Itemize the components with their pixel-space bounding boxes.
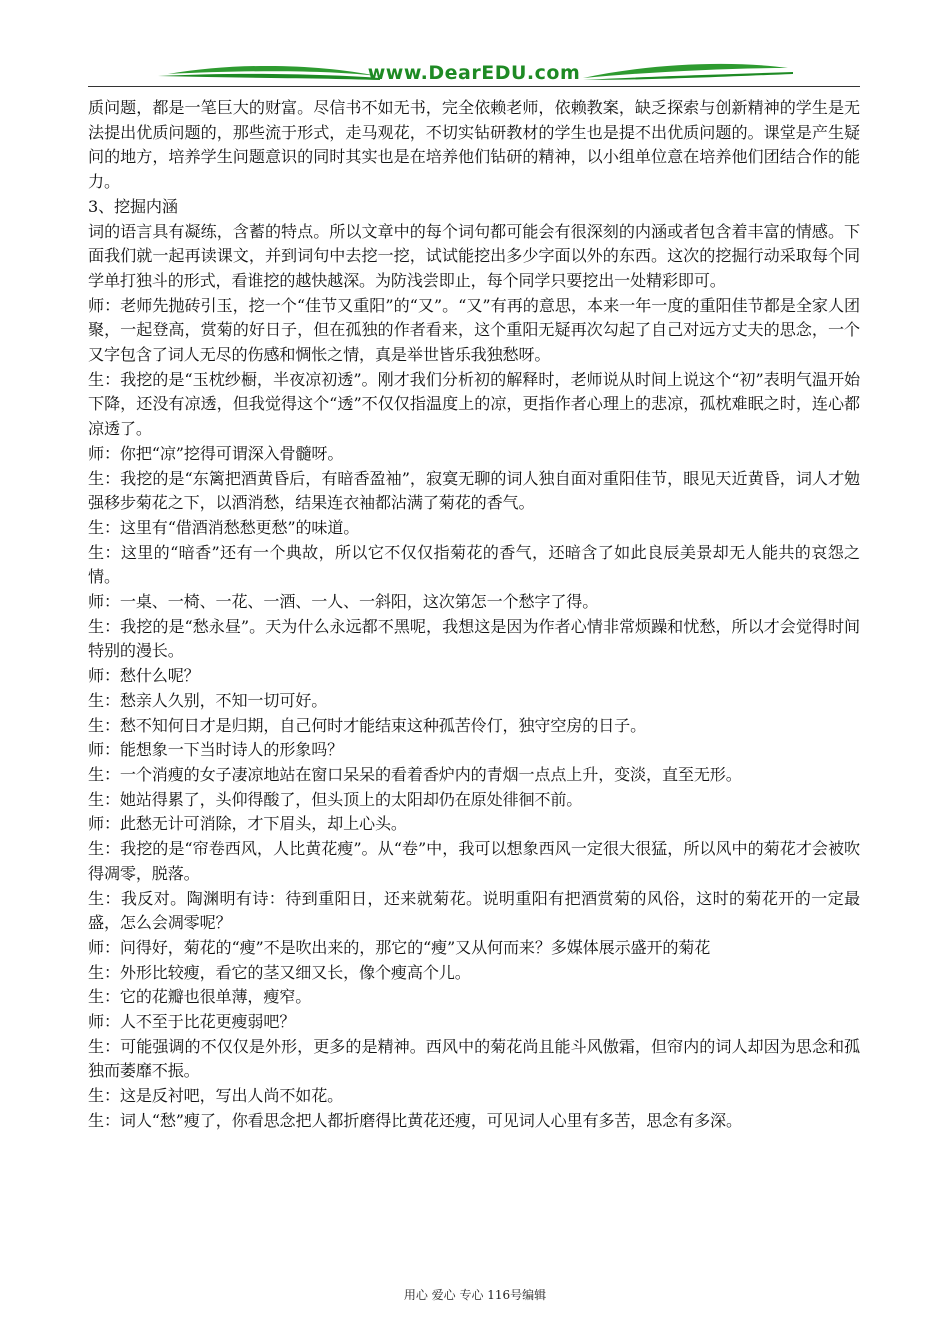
paragraph: 生：这里有“借酒消愁愁更愁”的味道。 <box>88 517 360 537</box>
paragraph: 生：愁不知何日才是归期，自己何时才能结束这种孤苦伶仃，独守空房的日子。 <box>88 715 647 735</box>
paragraph: 师：能想象一下当时诗人的形象吗？ <box>88 740 344 760</box>
page-header <box>88 54 860 90</box>
paragraph: 师：人不至于比花更瘦弱吧？ <box>88 1012 296 1032</box>
site-logo-text[interactable]: www.DearEDU.com <box>367 62 581 84</box>
document-body <box>88 96 860 1134</box>
paragraph: 师：此愁无计可消除，才下眉头，却上心头。 <box>88 814 407 834</box>
paragraph: 生：我反对。陶渊明有诗：待到重阳日，还来就菊花。说明重阳有把酒赏菊的风俗，这时的菊花开的一定最盛，怎么会凋零呢？ <box>88 888 860 933</box>
paragraph: 生：可能强调的不仅仅是外形，更多的是精神。西风中的菊花尚且能斗风傲霜，但帘内的词人却因为思念和孤独而萎靡不振。 <box>88 1036 860 1081</box>
paragraph: 生：我挖的是“愁永昼”。天为什么永远都不黑呢，我想这是因为作者心情非常烦躁和忧愁，所以才会觉得时间特别的漫长。 <box>88 616 860 661</box>
paragraph: 生：外形比较瘦，看它的茎又细又长，像个瘦高个儿。 <box>88 962 471 982</box>
paragraph: 师：愁什么呢？ <box>88 666 200 686</box>
paragraph: 生：我挖的是“玉枕纱橱，半夜凉初透”。刚才我们分析初的解释时，老师说从时间上说这个“初”表明气温开始下降，还没有凉透，但我觉得这个“透”不仅仅指温度上的凉，更指作者心理上的悲凉，孤枕难眠之时，连心都凉透了。 <box>88 369 860 439</box>
paragraph: 质问题，都是一笔巨大的财富。尽信书不如无书，完全依赖老师，依赖教案，缺乏探索与创新精神的学生是无法提出优质问题的，那些流于形式，走马观花，不切实钻研教材的学生也是提不出优质问题的。课堂是产生疑问的地方，培养学生问题意识的同时其实也是在培养他们钻研的精神，以小组单位意在培养他们团结合作的能力。 <box>88 98 860 192</box>
paragraph: 生：愁亲人久别，不知一切可好。 <box>88 690 328 710</box>
paragraph: 生：我挖的是“帘卷西风，人比黄花瘦”。从“卷”中，我可以想象西风一定很大很猛，所以风中的菊花才会被吹得凋零，脱落。 <box>88 839 860 883</box>
paragraph: 生：它的花瓣也很单薄，瘦窄。 <box>88 987 312 1007</box>
paragraph: 师：老师先抛砖引玉，挖一个“佳节又重阳”的“又”。“又”有再的意思，本来一年一度的重阳佳节都是全家人团聚，一起登高，赏菊的好日子，但在孤独的作者看来，这个重阳无疑再次勾起了自己对远方丈夫的思念，一个又字包含了词人无尽的伤感和惆怅之情，真是举世皆乐我独愁呀。 <box>88 295 860 365</box>
header-divider <box>88 86 860 87</box>
paragraph: 师：你把“凉”挖得可谓深入骨髓呀。 <box>88 443 344 463</box>
paragraph: 生：词人“愁”瘦了，你看思念把人都折磨得比黄花还瘦，可见词人心里有多苦，思念有多深。 <box>88 1110 742 1130</box>
paragraph: 词的语言具有凝练，含蓄的特点。所以文章中的每个词句都可能会有很深刻的内涵或者包含着丰富的情感。下面我们就一起再读课文，并到词句中去挖一挖，试试能挖出多少字面以外的东西。这次的挖掘行动采取每个同学单打独斗的形式，看谁挖的越快越深。为防浅尝即止，每个同学只要挖出一处精彩即可。 <box>88 221 860 290</box>
paragraph: 生：她站得累了，头仰得酸了，但头顶上的太阳却仍在原处徘徊不前。 <box>88 789 583 809</box>
paragraph: 生：一个消瘦的女子凄凉地站在窗口呆呆的看着香炉内的青烟一点点上升，变淡，直至无形。 <box>88 764 742 784</box>
page-footer: 用心 爱心 专心 116号编辑 <box>403 1288 547 1302</box>
section-heading: 3、挖掘内涵 <box>88 196 178 216</box>
paragraph: 师：问得好，菊花的“瘦”不是吹出来的，那它的“瘦”又从何而来？多媒体展示盛开的菊花 <box>88 937 711 957</box>
paragraph: 生：我挖的是“东篱把酒黄昏后，有暗香盈袖”，寂寞无聊的词人独自面对重阳佳节，眼见天近黄昏，词人才勉强移步菊花之下，以酒消愁，结果连衣袖都沾满了菊花的香气。 <box>88 468 860 513</box>
paragraph: 师：一桌、一椅、一花、一酒、一人、一斜阳，这次第怎一个愁字了得。 <box>88 592 599 612</box>
paragraph: 生：这是反衬吧，写出人尚不如花。 <box>88 1086 344 1106</box>
paragraph: 生：这里的“暗香”还有一个典故，所以它不仅仅指菊花的香气，还暗含了如此良辰美景却无人能共的哀怨之情。 <box>88 542 860 587</box>
